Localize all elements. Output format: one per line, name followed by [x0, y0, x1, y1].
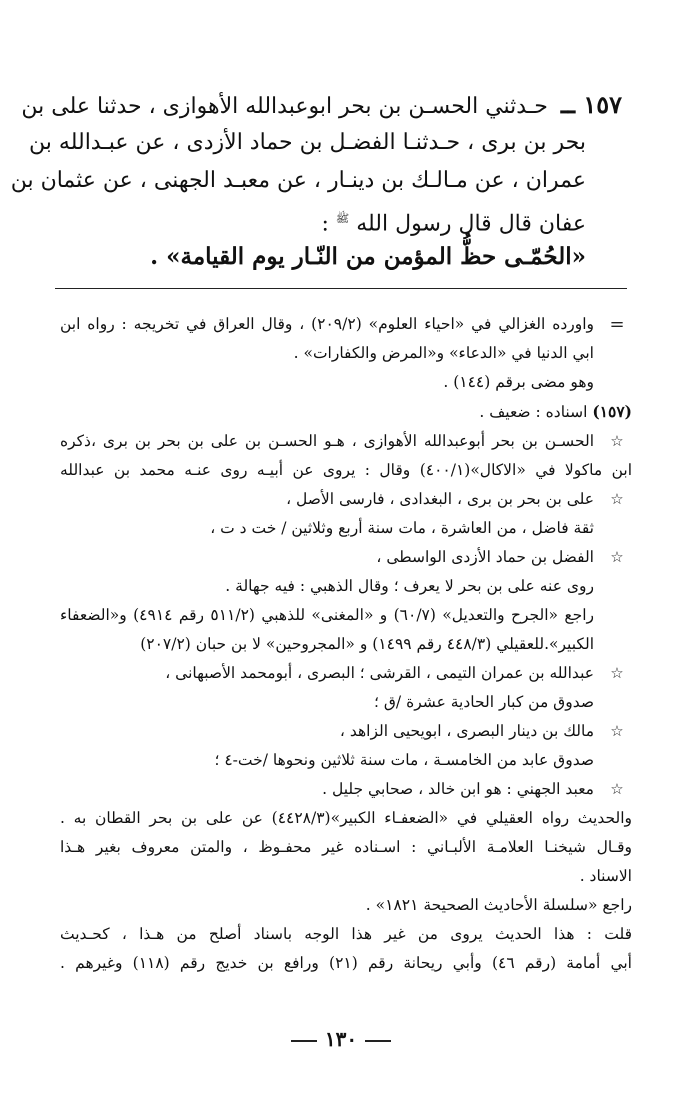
isnad-label: (١٥٧) — [592, 402, 632, 421]
note-narrator-hasan: ☆ الحسـن بن بحر أبوعبدالله الأهوازى ، هـو الحسـن بن على بن بحر بن برى ،ذكره — [60, 427, 632, 456]
note-narrator-malik: ☆ مالك بن دينار البصرى ، ابويحيى الزاهد ، — [60, 717, 632, 746]
star-icon: ☆ — [610, 780, 624, 798]
star-icon: ☆ — [610, 548, 624, 566]
page-number: ١٣٠ — [0, 1027, 682, 1051]
hadith-line-3: عمران ، عن مـالـك بن دينـار ، عن معبـد الجهنى ، عن عثمان بن — [10, 168, 586, 193]
note-narrator-abdullah: ☆ عبدالله بن عمران التيمى ، القرشى ؛ البصرى ، أبومحمد الأصبهانى ، — [60, 659, 632, 688]
star-icon: ☆ — [610, 664, 624, 682]
isnad-grade: (١٥٧) اسناده : ضعيف . — [479, 402, 632, 421]
hadith-line-1: ١٥٧ ــ حـدثني الحسـن بن بحر ابوعبدالله الأهوازى ، حدثنا على بن — [21, 90, 622, 119]
hadith-number: ١٥٧ ــ — [560, 90, 622, 119]
hadith-line-2: بحر بن برى ، حـدثنـا الفضـل بن حماد الأزدى ، عن عبـدالله بن — [29, 130, 586, 155]
note-narrator-fadl: ☆ الفضل بن حماد الأزدى الواسطى ، — [60, 543, 632, 572]
hadith-line-4: عفان قال قال رسول الله $^ﷺ$ : — [321, 211, 586, 237]
salawat-glyph: ﷺ — [335, 212, 350, 225]
star-icon: ☆ — [610, 490, 624, 508]
note-takhrij: = واورده الغزالي في «احياء العلوم» (٢٠٩/٢) ، وقال العراق في تخريجه : رواه ابن — [60, 310, 632, 339]
star-icon: ☆ — [610, 432, 624, 450]
equals-marker: = — [609, 314, 625, 335]
hadith-text — [10, 88, 622, 278]
star-icon: ☆ — [610, 722, 624, 740]
footnote-divider — [55, 288, 627, 289]
hadith-matn: «الحُمّـى حظُّ المؤمن من النّـار يوم القيامة» . — [150, 243, 586, 270]
note-narrator-ali: ☆ على بن بحر بن برى ، البغدادى ، فارسى الأصل ، — [60, 485, 632, 514]
note-narrator-mabad: ☆ معبد الجهني : هو ابن خالد ، صحابي جليل . — [60, 775, 632, 804]
footnotes: = واورده الغزالي في «احياء العلوم» (٢٠٩/٢) ، وقال العراق في تخريجه : رواه ابن ابي الدنيا في «الدعاء» و«المرض والكفارات» . وهو مضى برقم (١٤٤) . (١٥٧) اسناده : ضعيف . ☆ الحسـن بن بحر أبوعبدالله الأهوازى ، هـو الحسـن بن على بن بحر بن برى ،ذكره ابن ماكولا في «الاكال»(٤٠٠/١) وقال : يروى عن أبيـه روى عنـه محمد بن عبدالله ☆ على بن بحر بن برى ، البغدادى ، فارسى الأصل ، ثقة فاضل ، من العاشرة ، مات سنة أربع وثلاثين / خت د ت ، ☆ الفضل بن حماد الأزدى الواسطى ، روى عنه على بن بحر لا يعرف ؛ وقال الذهبي : فيه جهالة . راجع «الجرح والتعديل» (٦٠/٧) و «المغنى» للذهبي (٥١١/٢ رقم ٤٩١٤) و«الضعفاء الكبير».للعقيلي (٤٤٨/٣ رقم ١٤٩٩) و «المجروحين» لا بن حبان (٢٠٧/٢) ☆ عبدالله بن عمران التيمى ، القرشى ؛ البصرى ، أبومحمد الأصبهانى ، صدوق من كبار الحادية عشرة /ق ؛ ☆ مالك بن دينار البصرى ، ابويحيى الزاهد ، صدوق عابد من الخامسـة ، مات سنة ثلاثين ونحوها /خت-٤ ؛ ☆ معبد الجهني : هو ابن خالد ، صحابي جليل . والحديث رواه العقيلي في «الضعفـاء الكبير»(٤٤٢٨/٣) عن على بن بحر القطان به . وقـال شيخنـا العلامـة الألبـاني : اسـناده غير محفـوظ ، والمتن معروف بغير هـذا الاسناد . راجع «سلسلة الأحاديث الصحيحة ١٨٢١» . قلت : هذا الحديث يروى من غير هذا الوجه باسناد أصلح من هـذا ، كحـديث أبي أمامة (رقم ٤٦) وأبي ريحانة رقم (٢١) ورافع بن خديج رقم (١١٨) وغيرهم . — [60, 310, 632, 978]
